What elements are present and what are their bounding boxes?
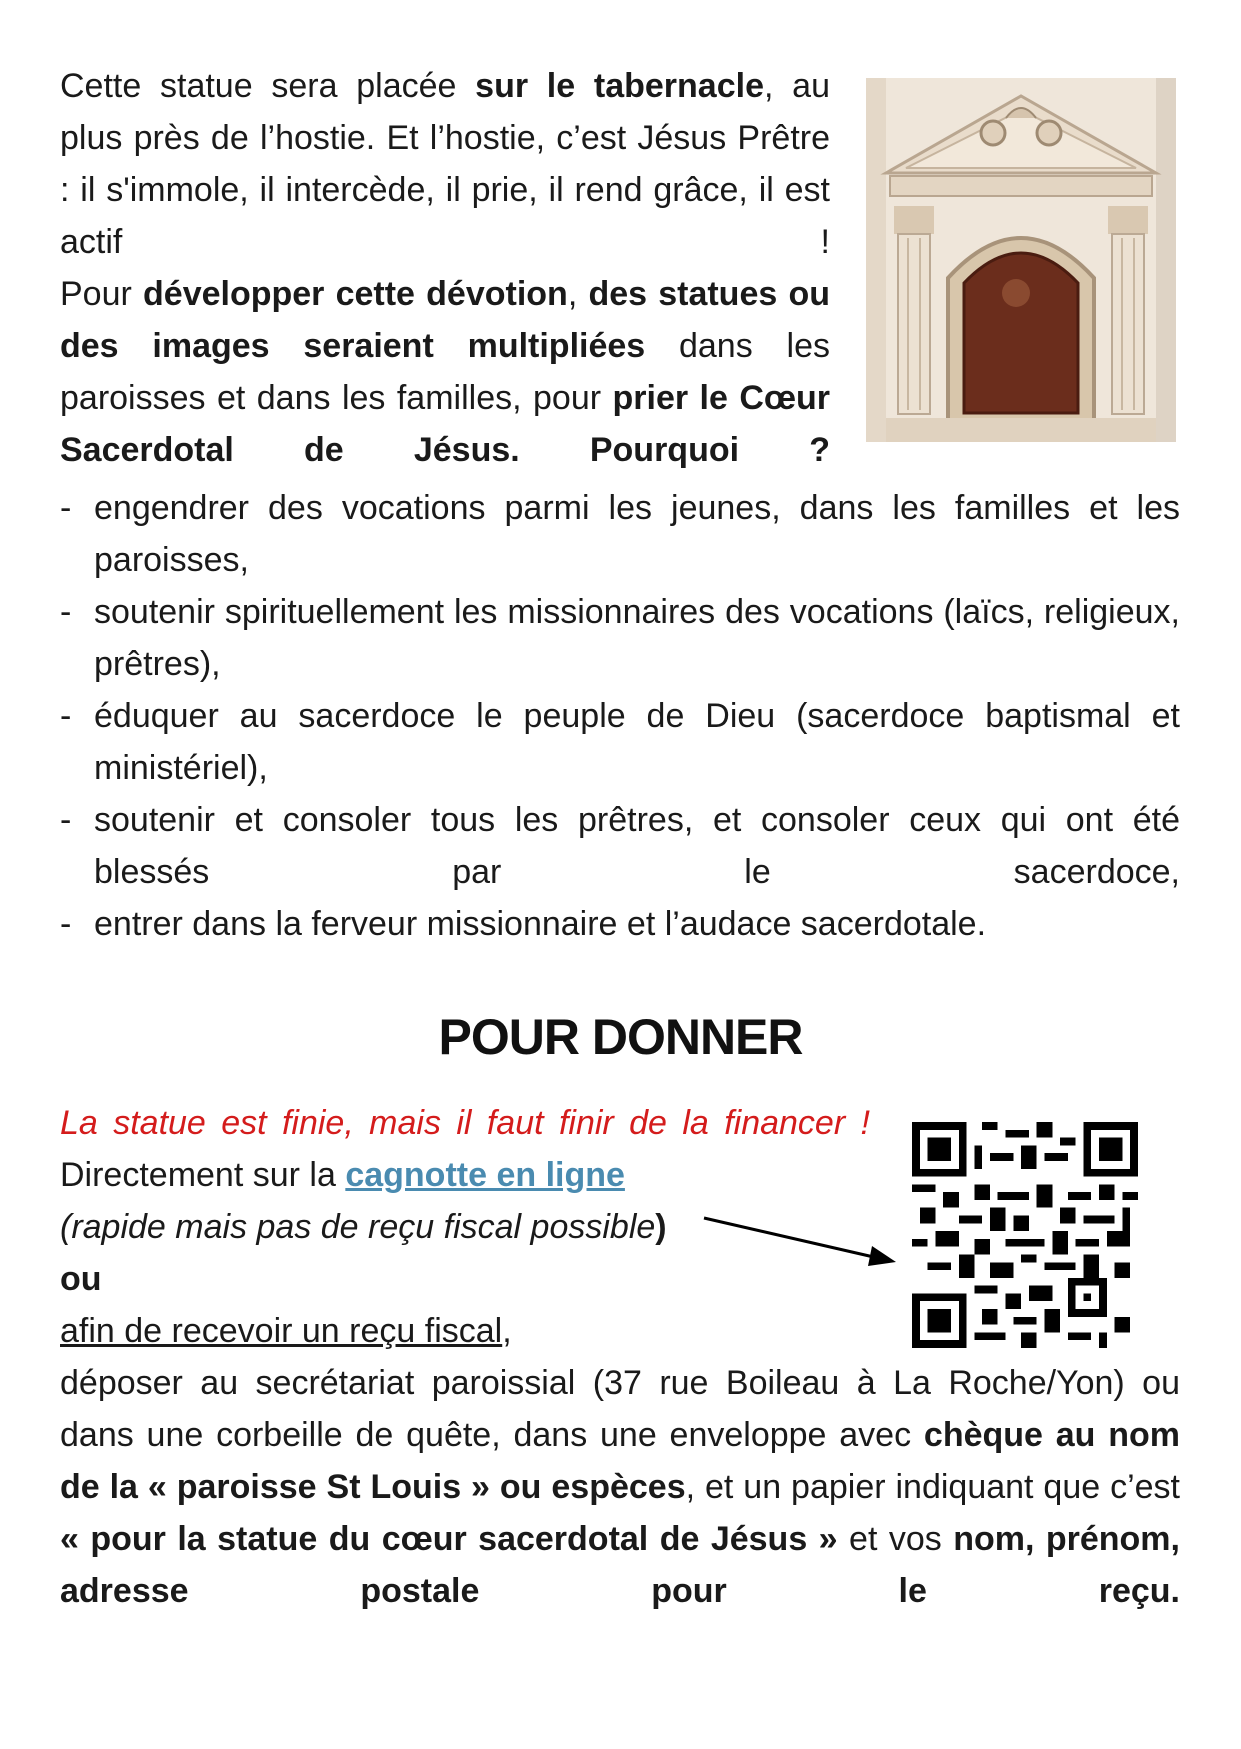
- note-paren: ): [655, 1208, 667, 1246]
- instr-text: et vos: [837, 1520, 954, 1558]
- list-item: [60, 898, 1180, 950]
- tabernacle-image: [866, 78, 1176, 442]
- dash-bullet: -: [60, 593, 72, 631]
- arrow-right-icon: [700, 1210, 900, 1270]
- intro-text: Cette statue sera placée: [60, 67, 476, 105]
- receipt-comma: ,: [502, 1312, 512, 1350]
- direct-text: Directement sur la: [60, 1156, 346, 1194]
- reasons-list: [60, 482, 1180, 950]
- intro-text: Pour: [60, 275, 144, 313]
- red-notice-text: La statue est finie, mais il faut finir de la financer !: [60, 1104, 870, 1142]
- list-item-text: soutenir spirituellement les missionnaires des vocations (laïcs, religieux, prêtres),: [94, 593, 1180, 683]
- ou-text: ou: [60, 1260, 102, 1298]
- instr-bold: chèque au nom de la « paroisse St Louis » ou espèces: [60, 1416, 1181, 1506]
- receipt-text: afin de recevoir un reçu fiscal: [60, 1312, 503, 1350]
- red-notice: [60, 1097, 870, 1149]
- intro-section: [60, 60, 830, 476]
- intro-paragraph-2: [60, 268, 830, 476]
- list-item-text: éduquer au sacerdoce le peuple de Dieu (sacerdoce baptismal et ministériel),: [94, 697, 1180, 787]
- intro-text: ,: [567, 275, 589, 313]
- list-item: [60, 586, 1180, 690]
- intro-text: , au plus près de l’hostie. Et l’hostie, c’est Jésus Prêtre : il s'immole, il intercède, il prie, il rend grâce, il est actif !: [60, 67, 830, 261]
- dash-bullet: -: [60, 905, 72, 943]
- dash-bullet: -: [60, 697, 72, 735]
- instr-bold: nom, prénom, adresse postale pour le reçu.: [60, 1520, 1180, 1610]
- list-item-text: entrer dans la ferveur missionnaire et l’audace sacerdotale.: [94, 905, 987, 943]
- qr-code-icon[interactable]: [912, 1122, 1138, 1348]
- intro-text: dans les paroisses et dans les familles, pour: [60, 327, 830, 417]
- instructions-paragraph: [60, 1357, 1180, 1617]
- list-item: [60, 794, 1180, 898]
- instr-text: déposer au secrétariat paroissial (37 rue Boileau à La Roche/Yon) ou dans une corbeille de quête, dans une enveloppe avec: [60, 1364, 1180, 1454]
- intro-bold: des statues ou des images seraient multipliées: [60, 275, 830, 365]
- note-text: (rapide mais pas de reçu fiscal possible: [60, 1208, 656, 1246]
- list-item: [60, 690, 1180, 794]
- section-heading: POUR DONNER: [438, 1009, 803, 1065]
- intro-bold: sur le tabernacle: [475, 67, 764, 105]
- intro-paragraph-1: [60, 60, 830, 268]
- list-item-text: soutenir et consoler tous les prêtres, et consoler ceux qui ont été blessés par le sacerdoce,: [94, 801, 1180, 891]
- instr-bold: « pour la statue du cœur sacerdotal de Jésus »: [60, 1520, 838, 1558]
- intro-bold: développer cette dévotion: [143, 275, 568, 313]
- intro-bold: prier le Cœur Sacerdotal de Jésus. Pourquoi ?: [60, 379, 831, 469]
- dash-bullet: -: [60, 801, 72, 839]
- cagnotte-link[interactable]: cagnotte en ligne: [345, 1156, 625, 1194]
- list-item-text: engendrer des vocations parmi les jeunes, dans les familles et les paroisses,: [94, 489, 1180, 579]
- list-item: [60, 482, 1180, 586]
- dash-bullet: -: [60, 489, 72, 527]
- instr-text: , et un papier indiquant que c’est: [685, 1468, 1180, 1506]
